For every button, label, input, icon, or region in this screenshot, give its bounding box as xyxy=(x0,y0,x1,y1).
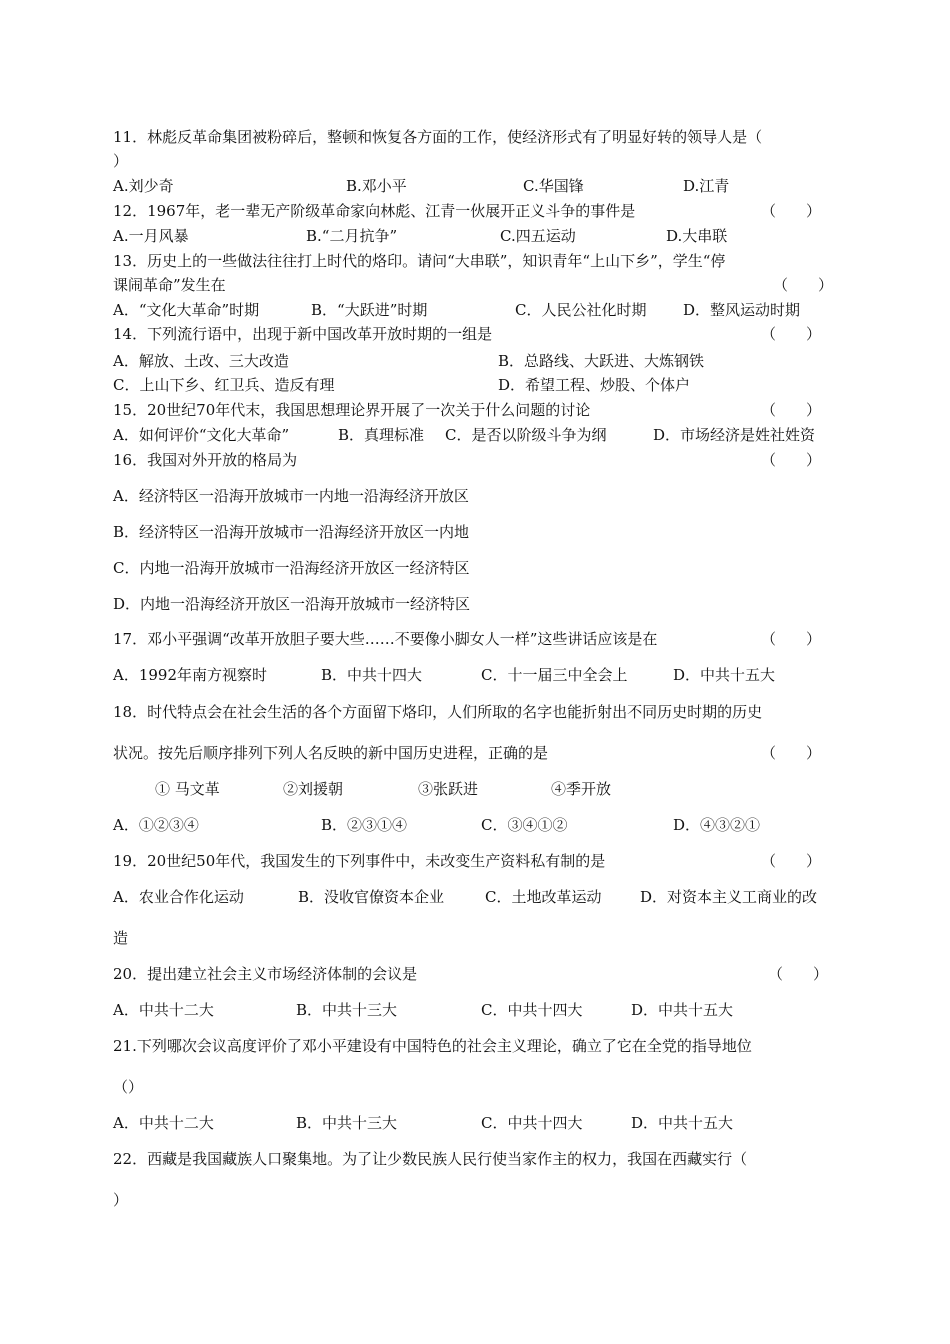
q18-option-b: B．②③①④ xyxy=(321,816,408,834)
q18-item-1: ① 马文革 xyxy=(155,780,220,798)
q14-option-b: B．总路线、大跃进、大炼钢铁 xyxy=(498,352,705,370)
q18-option-c: C．③④①② xyxy=(481,816,568,834)
q16-option-c: C．内地一沿海开放城市一沿海经济开放区一经济特区 xyxy=(113,559,470,577)
q13-stem-cont: 课闹革命”发生在 （ ） xyxy=(113,276,834,294)
q22-stem-cont: ） xyxy=(113,1191,129,1209)
q11-option-a: A.刘少奇 xyxy=(113,177,174,195)
q20-stem: 20．提出建立社会主义市场经济体制的会议是 （ ） xyxy=(113,965,829,983)
q18-stem: 18．时代特点会在社会生活的各个方面留下烙印，人们所取的名字也能折射出不同历史时期的历史 xyxy=(113,703,763,721)
q12-option-b: B.“二月抗争” xyxy=(306,227,398,245)
q12-stem: 12．1967年，老一辈无产阶级革命家向林彪、江青一伙展开正义斗争的事件是 （ ） xyxy=(113,202,822,220)
q18-option-a: A．①②③④ xyxy=(113,816,199,834)
q14-stem: 14．下列流行语中，出现于新中国改革开放时期的一组是 （ ） xyxy=(113,325,822,343)
q18-options xyxy=(113,814,838,836)
q19-option-a: A．农业合作化运动 xyxy=(113,888,244,906)
q21-option-a: A．中共十二大 xyxy=(113,1114,214,1132)
q18-answer-blank: （ ） xyxy=(761,744,822,762)
q11-stem: 11．林彪反革命集团被粉碎后，整顿和恢复各方面的工作，使经济形式有了明显好转的领导人是（ xyxy=(113,128,763,146)
q16-option-b: B．经济特区一沿海开放城市一沿海经济开放区一内地 xyxy=(113,523,470,541)
q16-option-d: D．内地一沿海经济开放区一沿海开放城市一经济特区 xyxy=(113,595,471,613)
q19-option-d: D．对资本主义工商业的改 xyxy=(640,888,818,906)
q17-answer-blank: （ ） xyxy=(761,630,822,648)
q17-option-a: A．1992年南方视察时 xyxy=(113,666,268,684)
q21-options xyxy=(113,1112,838,1134)
q12-option-a: A.一月风暴 xyxy=(113,227,189,245)
q21-option-c: C．中共十四大 xyxy=(481,1114,583,1132)
q11-option-b: B.邓小平 xyxy=(346,177,407,195)
q13-option-c: C．人民公社化时期 xyxy=(515,301,647,319)
q12-options xyxy=(113,225,838,247)
q20-options xyxy=(113,999,838,1021)
q18-items xyxy=(113,778,838,800)
q15-option-d: D．市场经济是姓社姓资 xyxy=(653,426,816,444)
q21-stem-cont: （） xyxy=(113,1078,144,1096)
q18-item-3: ③张跃进 xyxy=(418,780,479,798)
q15-option-b: B．真理标准 xyxy=(338,426,425,444)
q15-options xyxy=(113,424,838,446)
q17-option-d: D．中共十五大 xyxy=(673,666,776,684)
q15-option-c: C．是否以阶级斗争为纲 xyxy=(445,426,607,444)
q13-option-b: B．“大跃进”时期 xyxy=(311,301,428,319)
q12-option-c: C.四五运动 xyxy=(500,227,576,245)
q18-stem-cont: 状况。按先后顺序排列下列人名反映的新中国历史进程，正确的是 （ ） xyxy=(113,744,822,762)
q13-stem: 13．历史上的一些做法往往打上时代的烙印。请问“大串联”，知识青年“上山下乡”，学生“停 xyxy=(113,252,726,270)
q15-stem: 15．20世纪70年代末，我国思想理论界开展了一次关于什么问题的讨论 （ ） xyxy=(113,401,822,419)
q20-answer-blank: （ ） xyxy=(768,965,829,983)
q20-option-c: C．中共十四大 xyxy=(481,1001,583,1019)
q13-option-d: D．整风运动时期 xyxy=(683,301,801,319)
q21-stem: 21.下列哪次会议高度评价了邓小平建设有中国特色的社会主义理论，确立了它在全党的指导地位 xyxy=(113,1037,752,1055)
q13-answer-blank: （ ） xyxy=(773,276,834,294)
q15-option-a: A．如何评价“文化大革命” xyxy=(113,426,290,444)
q17-option-b: B．中共十四大 xyxy=(321,666,423,684)
q19-option-b: B．没收官僚资本企业 xyxy=(298,888,445,906)
q14-option-d: D．希望工程、炒股、个体户 xyxy=(498,376,691,394)
q15-answer-blank: （ ） xyxy=(761,401,822,419)
q19-option-c: C．土地改革运动 xyxy=(485,888,602,906)
q19-option-d-cont: 造 xyxy=(113,929,129,947)
q21-option-d: D．中共十五大 xyxy=(631,1114,734,1132)
q11-options xyxy=(113,175,838,197)
q11-option-d: D.江青 xyxy=(683,177,730,195)
q14-options-row2 xyxy=(113,374,838,396)
q19-answer-blank: （ ） xyxy=(761,852,822,870)
q22-stem: 22．西藏是我国藏族人口聚集地。为了让少数民族人民行使当家作主的权力，我国在西藏实行（ xyxy=(113,1150,748,1168)
q17-option-c: C．十一届三中全会上 xyxy=(481,666,628,684)
q17-options xyxy=(113,664,838,686)
q16-stem: 16．我国对外开放的格局为 （ ） xyxy=(113,451,822,469)
q21-option-b: B．中共十三大 xyxy=(296,1114,398,1132)
q18-option-d: D．④③②① xyxy=(673,816,761,834)
q14-option-c: C．上山下乡、红卫兵、造反有理 xyxy=(113,376,335,394)
q13-options xyxy=(113,299,838,321)
q18-item-4: ④季开放 xyxy=(551,780,612,798)
q14-answer-blank: （ ） xyxy=(761,325,822,343)
q13-option-a: A．“文化大革命”时期 xyxy=(113,301,260,319)
q19-stem: 19．20世纪50年代，我国发生的下列事件中，未改变生产资料私有制的是 （ ） xyxy=(113,852,822,870)
q11-stem-cont: ） xyxy=(113,152,129,170)
q20-option-a: A．中共十二大 xyxy=(113,1001,214,1019)
q14-option-a: A．解放、土改、三大改造 xyxy=(113,352,289,370)
q16-answer-blank: （ ） xyxy=(761,451,822,469)
q20-option-d: D．中共十五大 xyxy=(631,1001,734,1019)
q12-answer-blank: （ ） xyxy=(761,202,822,220)
q18-item-2: ②刘援朝 xyxy=(283,780,344,798)
q20-option-b: B．中共十三大 xyxy=(296,1001,398,1019)
q14-options-row1 xyxy=(113,350,838,372)
q11-option-c: C.华国锋 xyxy=(523,177,584,195)
q19-options xyxy=(113,886,838,908)
q16-option-a: A．经济特区一沿海开放城市一内地一沿海经济开放区 xyxy=(113,487,469,505)
q12-option-d: D.大串联 xyxy=(666,227,728,245)
q17-stem: 17．邓小平强调“改革开放胆子要大些……不要像小脚女人一样”这些讲话应该是在 （ ） xyxy=(113,630,822,648)
